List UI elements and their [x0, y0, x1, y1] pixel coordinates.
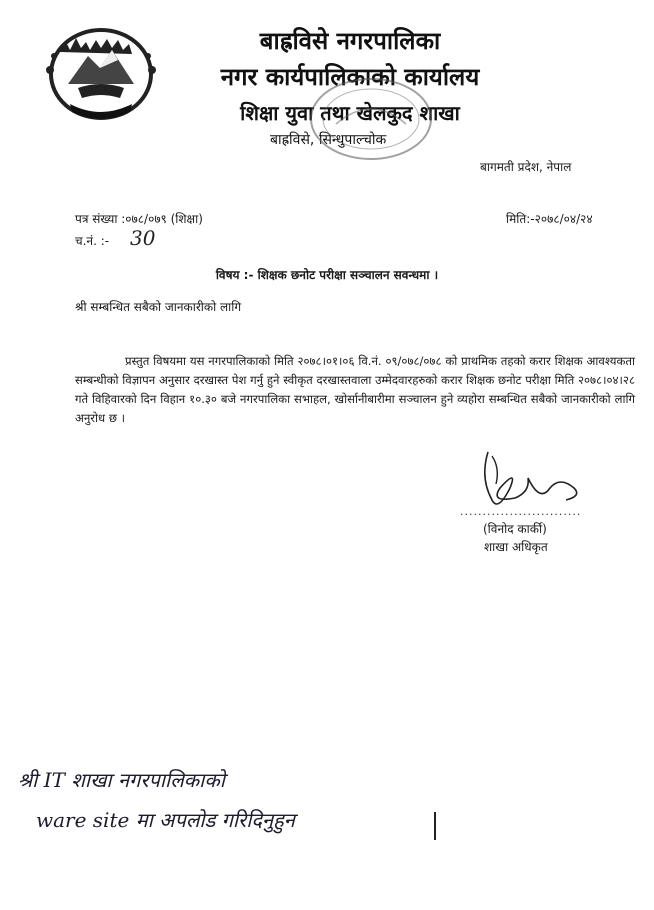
dispatch-number: 30 [130, 226, 156, 250]
municipality-name: बाह्रविसे नगरपालिका [259, 27, 441, 55]
signatory-name: (विनोद कार्की) [483, 522, 547, 536]
handwritten-note-line-2: ware site मा अपलोड गरिदिनुहुन [36, 808, 295, 832]
nepal-emblem-icon [40, 22, 162, 126]
dispatch-label: च.नं. :- [75, 234, 110, 248]
handwritten-divider [434, 812, 436, 840]
body-paragraph: प्रस्तुत विषयमा यस नगरपालिकाको मिति २०७८।०१।०६ वि.नं. ०९/०७८/०७८ को प्राथमिक तहको करार शिक्षक आवश्यकता सम्बन्धीको विज्ञापन अनुसार दरखास्त पेश गर्नु हुने स्वीकृत दरखास्तवाला उम्मेदवारहरुको करार शिक्षक छनोट परीक्षा मिति २०७८।०४।२८ गते विहिवारको दिन विहान १०.३० बजे नगरपालिका सभाहल, खोर्सानीबारीमा सञ्चालन हुने व्यहोरा सम्बन्धित सबैको जानकारीको लागि अनुरोध छ । [75, 354, 635, 425]
signature-line: ........................... [460, 505, 582, 518]
office-name: नगर कार्यपालिकाको कार्यालय [220, 63, 480, 91]
letter-number: पत्र संख्या :०७८/०७९ (शिक्षा) [75, 212, 203, 226]
signatory-title: शाखा अधिकृत [484, 540, 548, 554]
office-address: बाह्रविसे, सिन्धुपाल्चोक [270, 132, 387, 148]
letter-body [75, 352, 635, 428]
section-name: शिक्षा युवा तथा खेलकुद शाखा [240, 101, 460, 125]
province-text: बागमती प्रदेश, नेपाल [480, 160, 572, 174]
letter-date: मिति:-२०७८/०४/२४ [506, 212, 593, 226]
letter-recipient: श्री सम्बन्धित सबैको जानकारीको लागि [75, 300, 242, 314]
letter-subject: विषय :- शिक्षक छनोट परीक्षा सञ्चालन सवन्धमा । [215, 268, 439, 282]
office-stamp-icon [296, 64, 446, 174]
handwritten-note-line-1: श्री IT शाखा नगरपालिकाको [18, 768, 225, 792]
